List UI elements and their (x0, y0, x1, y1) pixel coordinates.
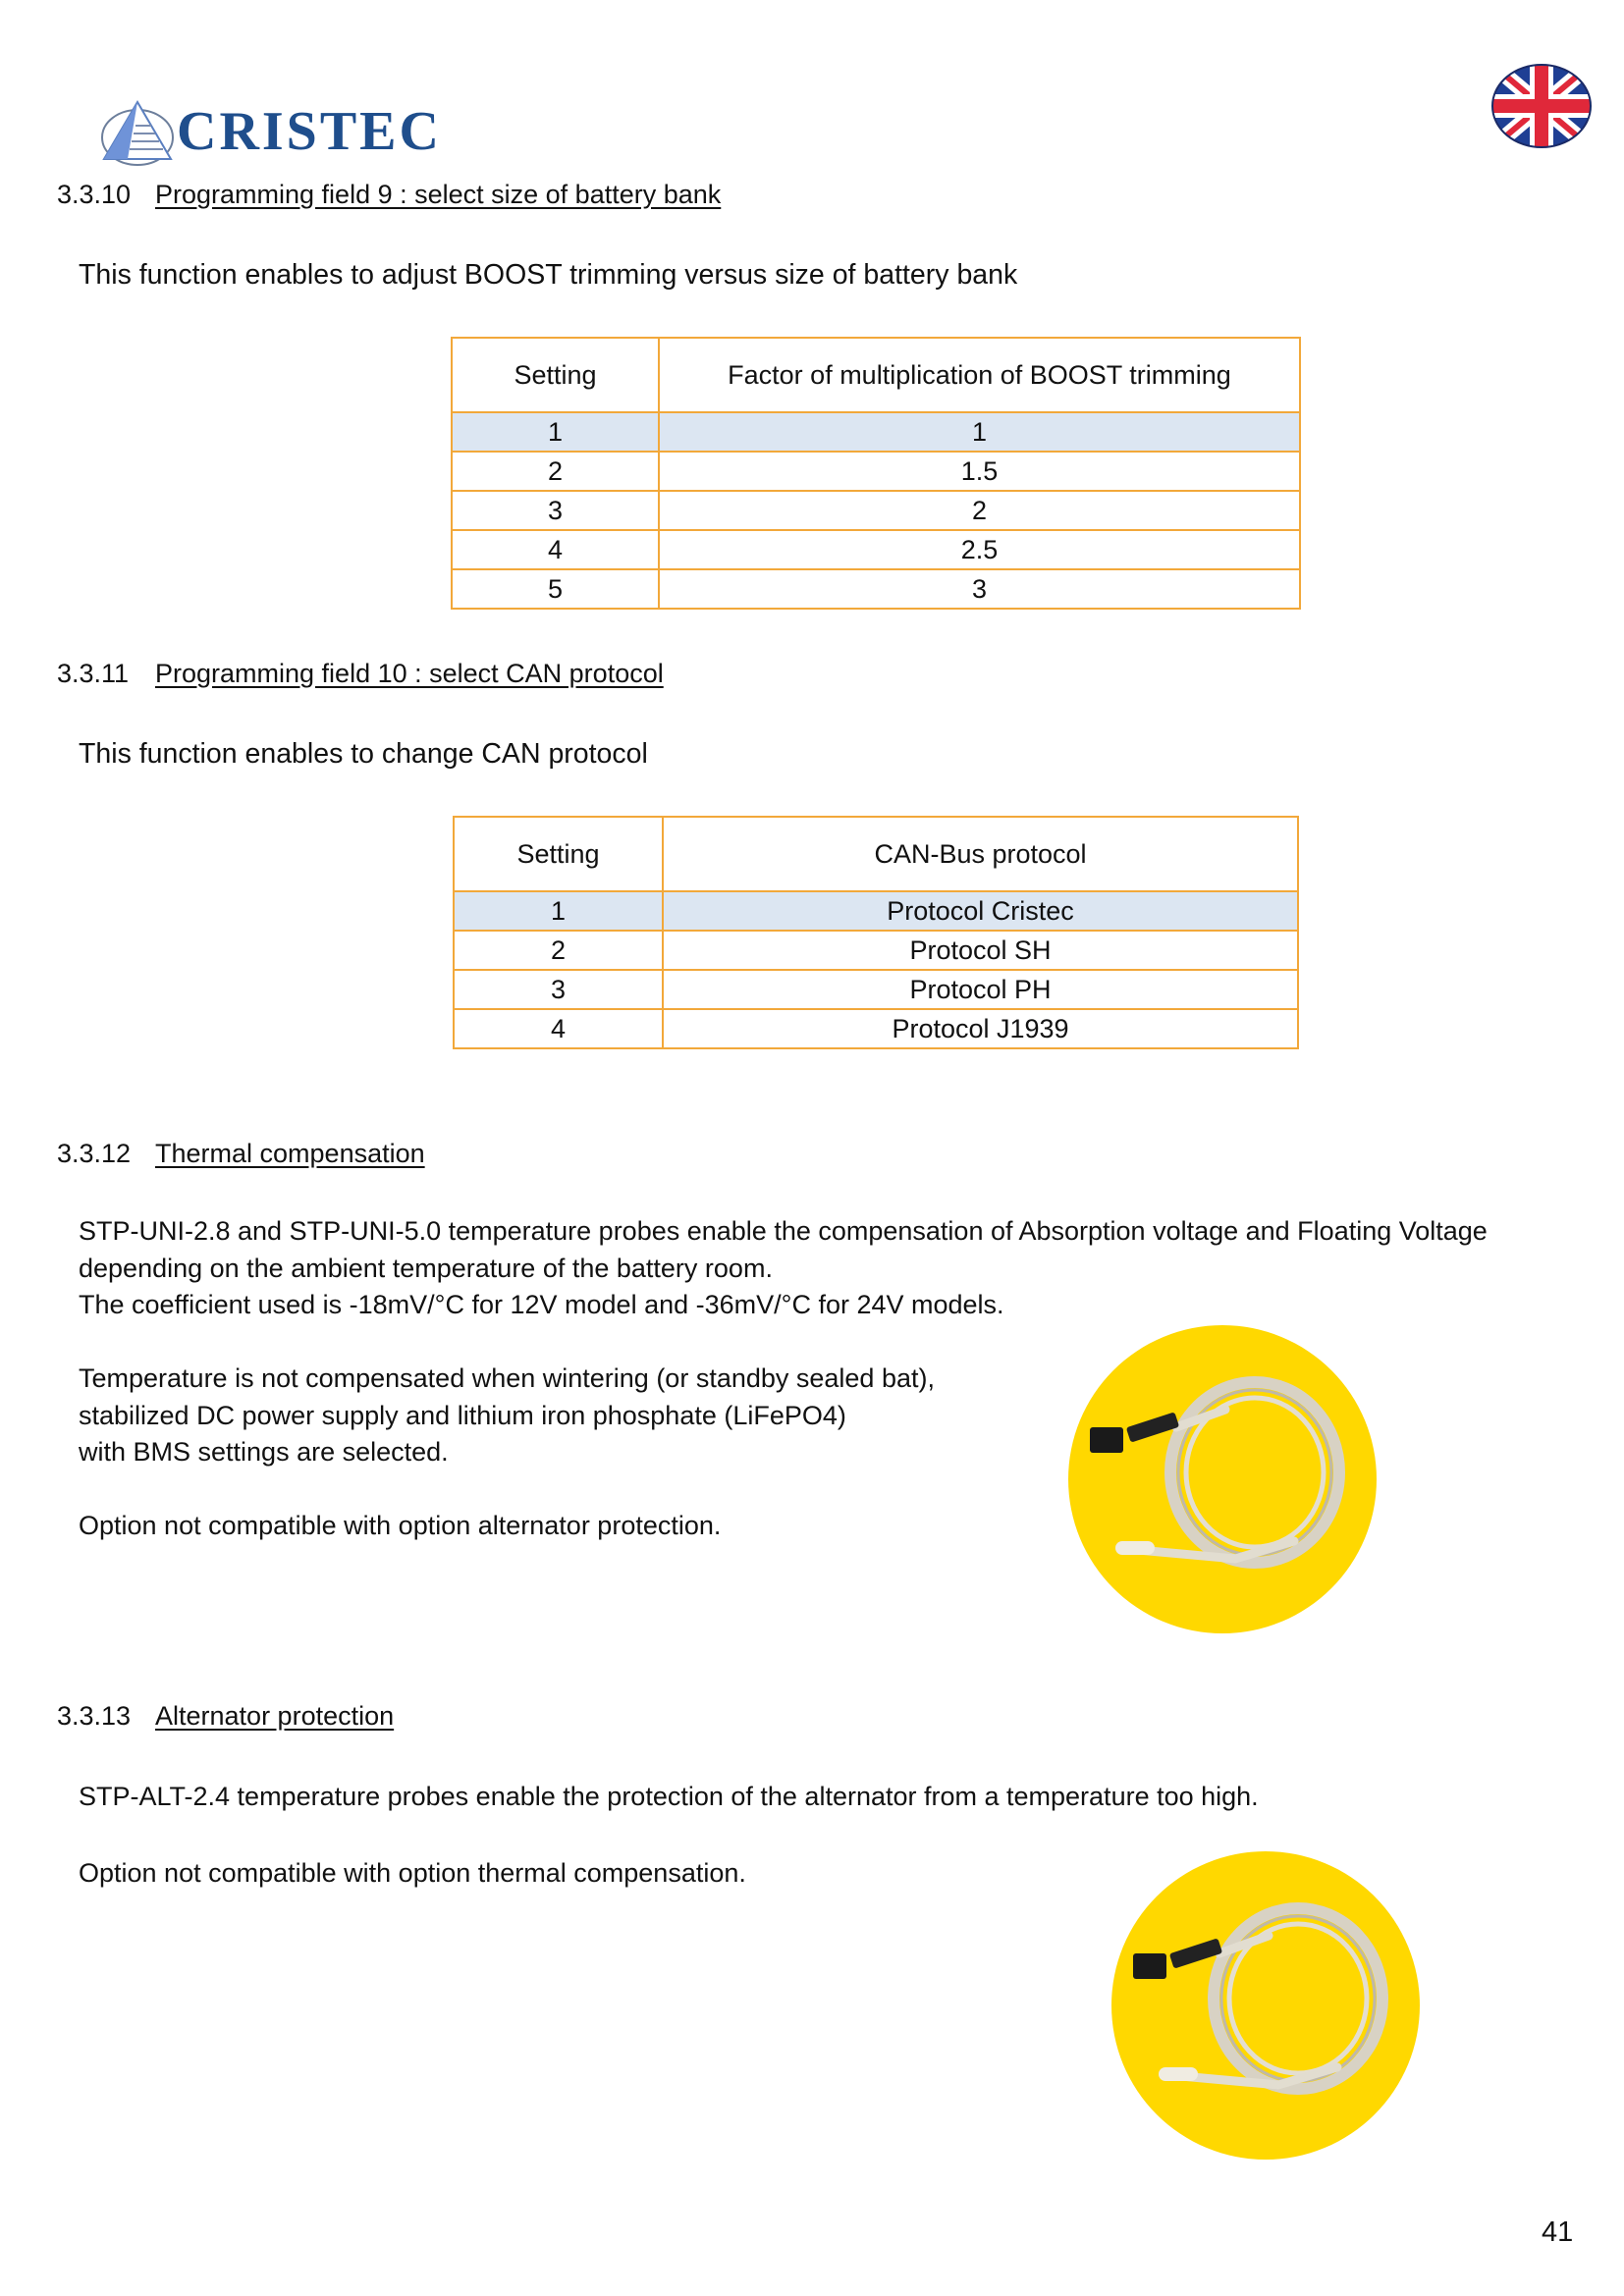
cell-protocol: Protocol SH (663, 931, 1298, 970)
pyramid-logo-icon (98, 98, 177, 167)
section-number: 3.3.11 (57, 659, 130, 688)
cell-factor: 3 (659, 569, 1300, 609)
section-number: 3.3.10 (57, 180, 132, 209)
cell-factor: 2 (659, 491, 1300, 530)
text-line: STP-UNI-2.8 and STP-UNI-5.0 temperature probes enable the compensation of Absorption voltage and Floating Voltage (79, 1216, 1488, 1246)
thermal-note: Option not compatible with option alternator protection. (79, 1511, 722, 1540)
table-row (452, 412, 1300, 452)
header-factor: Factor of multiplication of BOOST trimming (659, 338, 1300, 412)
table-row (454, 970, 1298, 1009)
logo-text: CRISTEC (177, 101, 442, 162)
section-title: Programming field 9 : select size of battery bank (155, 180, 722, 209)
cell-setting: 2 (454, 931, 663, 970)
section-number: 3.3.12 (57, 1139, 132, 1168)
cell-setting: 1 (452, 412, 659, 452)
section-heading-3-3-12 (57, 1139, 425, 1169)
cell-setting: 5 (452, 569, 659, 609)
section-heading-3-3-11 (57, 659, 664, 689)
table-row (452, 569, 1300, 609)
alternator-description: STP-ALT-2.4 temperature probes enable the protection of the alternator from a temperature too high. (79, 1782, 1259, 1811)
table-header-row (452, 338, 1300, 412)
temperature-probe-icon (1068, 1325, 1377, 1633)
temperature-probe-image (1068, 1325, 1377, 1633)
text-line: stabilized DC power supply and lithium iron phosphate (LiFePO4) (79, 1400, 846, 1430)
table-row (454, 931, 1298, 970)
table-row (452, 530, 1300, 569)
cell-setting: 4 (452, 530, 659, 569)
text-line: The coefficient used is -18mV/°C for 12V model and -36mV/°C for 24V models. (79, 1290, 1004, 1319)
uk-flag-icon[interactable] (1490, 63, 1593, 149)
can-protocol-table (453, 816, 1299, 1049)
cell-protocol: Protocol PH (663, 970, 1298, 1009)
table-row (454, 1009, 1298, 1048)
cell-factor: 1 (659, 412, 1300, 452)
header-setting: Setting (452, 338, 659, 412)
cell-protocol: Protocol Cristec (663, 891, 1298, 931)
thermal-description (79, 1213, 1488, 1324)
alternator-note: Option not compatible with option thermal compensation. (79, 1858, 746, 1888)
temperature-probe-icon (1111, 1851, 1420, 2160)
section-title: Programming field 10 : select CAN protocol (155, 659, 664, 688)
table-header-row (454, 817, 1298, 891)
cell-setting: 1 (454, 891, 663, 931)
cell-setting: 3 (452, 491, 659, 530)
cell-factor: 2.5 (659, 530, 1300, 569)
cell-factor: 1.5 (659, 452, 1300, 491)
cell-protocol: Protocol J1939 (663, 1009, 1298, 1048)
cell-setting: 3 (454, 970, 663, 1009)
section-intro: This function enables to change CAN protocol (79, 738, 648, 770)
section-title: Thermal compensation (155, 1139, 425, 1168)
temperature-probe-image (1111, 1851, 1420, 2160)
section-heading-3-3-10 (57, 180, 721, 210)
text-line: depending on the ambient temperature of the battery room. (79, 1253, 773, 1283)
section-title: Alternator protection (155, 1701, 395, 1731)
cell-setting: 2 (452, 452, 659, 491)
section-number: 3.3.13 (57, 1701, 132, 1731)
text-line: Temperature is not compensated when wintering (or standby sealed bat), (79, 1363, 935, 1393)
text-line: with BMS settings are selected. (79, 1437, 449, 1467)
header-setting: Setting (454, 817, 663, 891)
section-heading-3-3-13 (57, 1701, 394, 1732)
header-protocol: CAN-Bus protocol (663, 817, 1298, 891)
table-row (454, 891, 1298, 931)
boost-factor-table (451, 337, 1301, 610)
table-row (452, 491, 1300, 530)
table-row (452, 452, 1300, 491)
thermal-exclusions (79, 1361, 935, 1471)
cell-setting: 4 (454, 1009, 663, 1048)
cristec-logo (98, 98, 442, 167)
page-number: 41 (1542, 2216, 1574, 2248)
section-intro: This function enables to adjust BOOST trimming versus size of battery bank (79, 259, 1018, 291)
